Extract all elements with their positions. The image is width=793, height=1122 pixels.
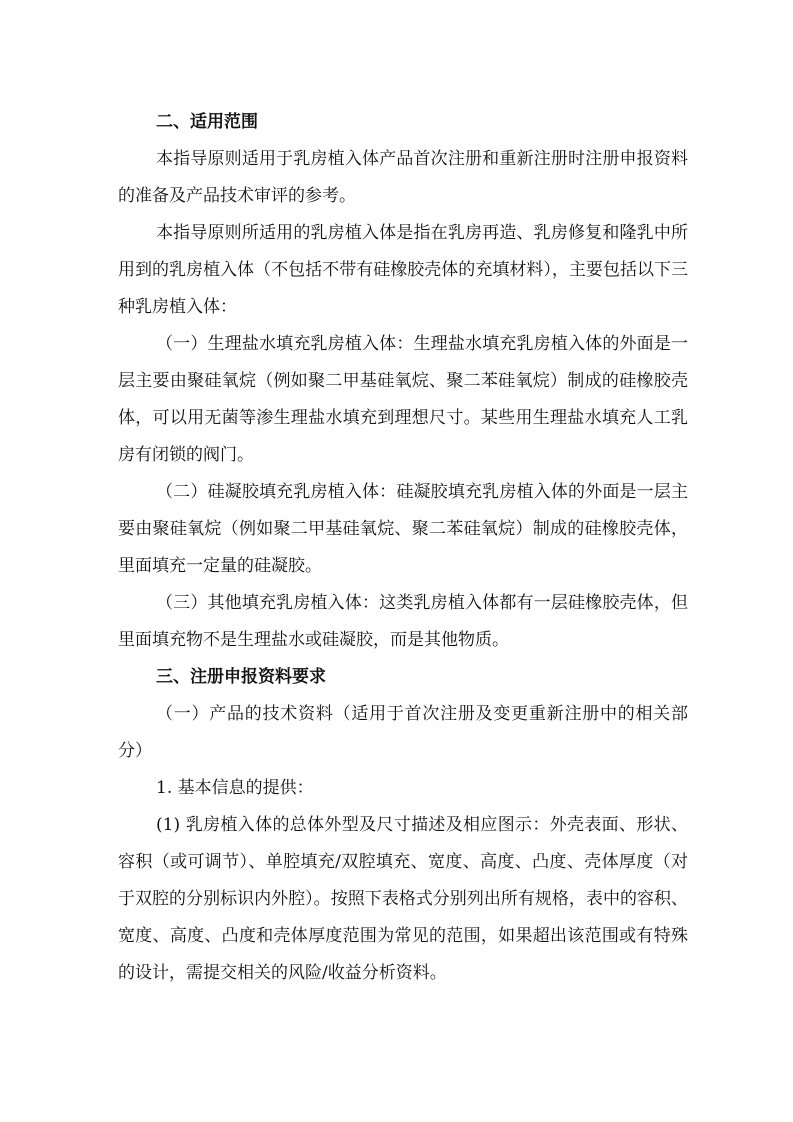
paragraph-scope-types: 本指导原则所适用的乳房植入体是指在乳房再造、乳房修复和隆乳中所用到的乳房植入体（不包括不带有硅橡胶壳体的充填材料），主要包括以下三种乳房植入体： bbox=[118, 223, 688, 317]
section-heading-requirements: 三、注册申报资料要求 bbox=[156, 667, 326, 687]
paragraph-silicone-gel-implant: （二）硅凝胶填充乳房植入体：硅凝胶填充乳房植入体的外面是一层主要由聚硅氧烷（例如聚二甲基硅氧烷、聚二苯硅氧烷）制成的硅橡胶壳体，里面填充一定量的硅凝胶。 bbox=[118, 482, 688, 576]
paragraph-scope-intro: 本指导原则适用于乳房植入体产品首次注册和重新注册时注册申报资料的准备及产品技术审评的参考。 bbox=[118, 149, 688, 206]
document-body bbox=[118, 104, 688, 992]
section-heading-scope: 二、适用范围 bbox=[156, 112, 258, 132]
paragraph-basic-info: 1. 基本信息的提供： bbox=[156, 778, 314, 798]
paragraph-technical-docs: （一）产品的技术资料（适用于首次注册及变更重新注册中的相关部分） bbox=[118, 704, 688, 761]
paragraph-shape-dimensions: (1) 乳房植入体的总体外型及尺寸描述及相应图示：外壳表面、形状、容积（或可调节）、单腔填充/双腔填充、宽度、高度、凸度、壳体厚度（对于双腔的分别标识内外腔）。按照下表格式分别列出所有规格，表中的容积、宽度、高度、凸度和壳体厚度范围为常见的范围，如果超出该范围或有特殊的设计，需提交相关的风险/收益分析资料。 bbox=[118, 815, 688, 983]
paragraph-other-implant: （三）其他填充乳房植入体：这类乳房植入体都有一层硅橡胶壳体，但里面填充物不是生理盐水或硅凝胶，而是其他物质。 bbox=[118, 593, 688, 650]
paragraph-saline-implant: （一）生理盐水填充乳房植入体：生理盐水填充乳房植入体的外面是一层主要由聚硅氧烷（例如聚二甲基硅氧烷、聚二苯硅氧烷）制成的硅橡胶壳体，可以用无菌等渗生理盐水填充到理想尺寸。某些用生理盐水填充人工乳房有闭锁的阀门。 bbox=[118, 334, 688, 465]
